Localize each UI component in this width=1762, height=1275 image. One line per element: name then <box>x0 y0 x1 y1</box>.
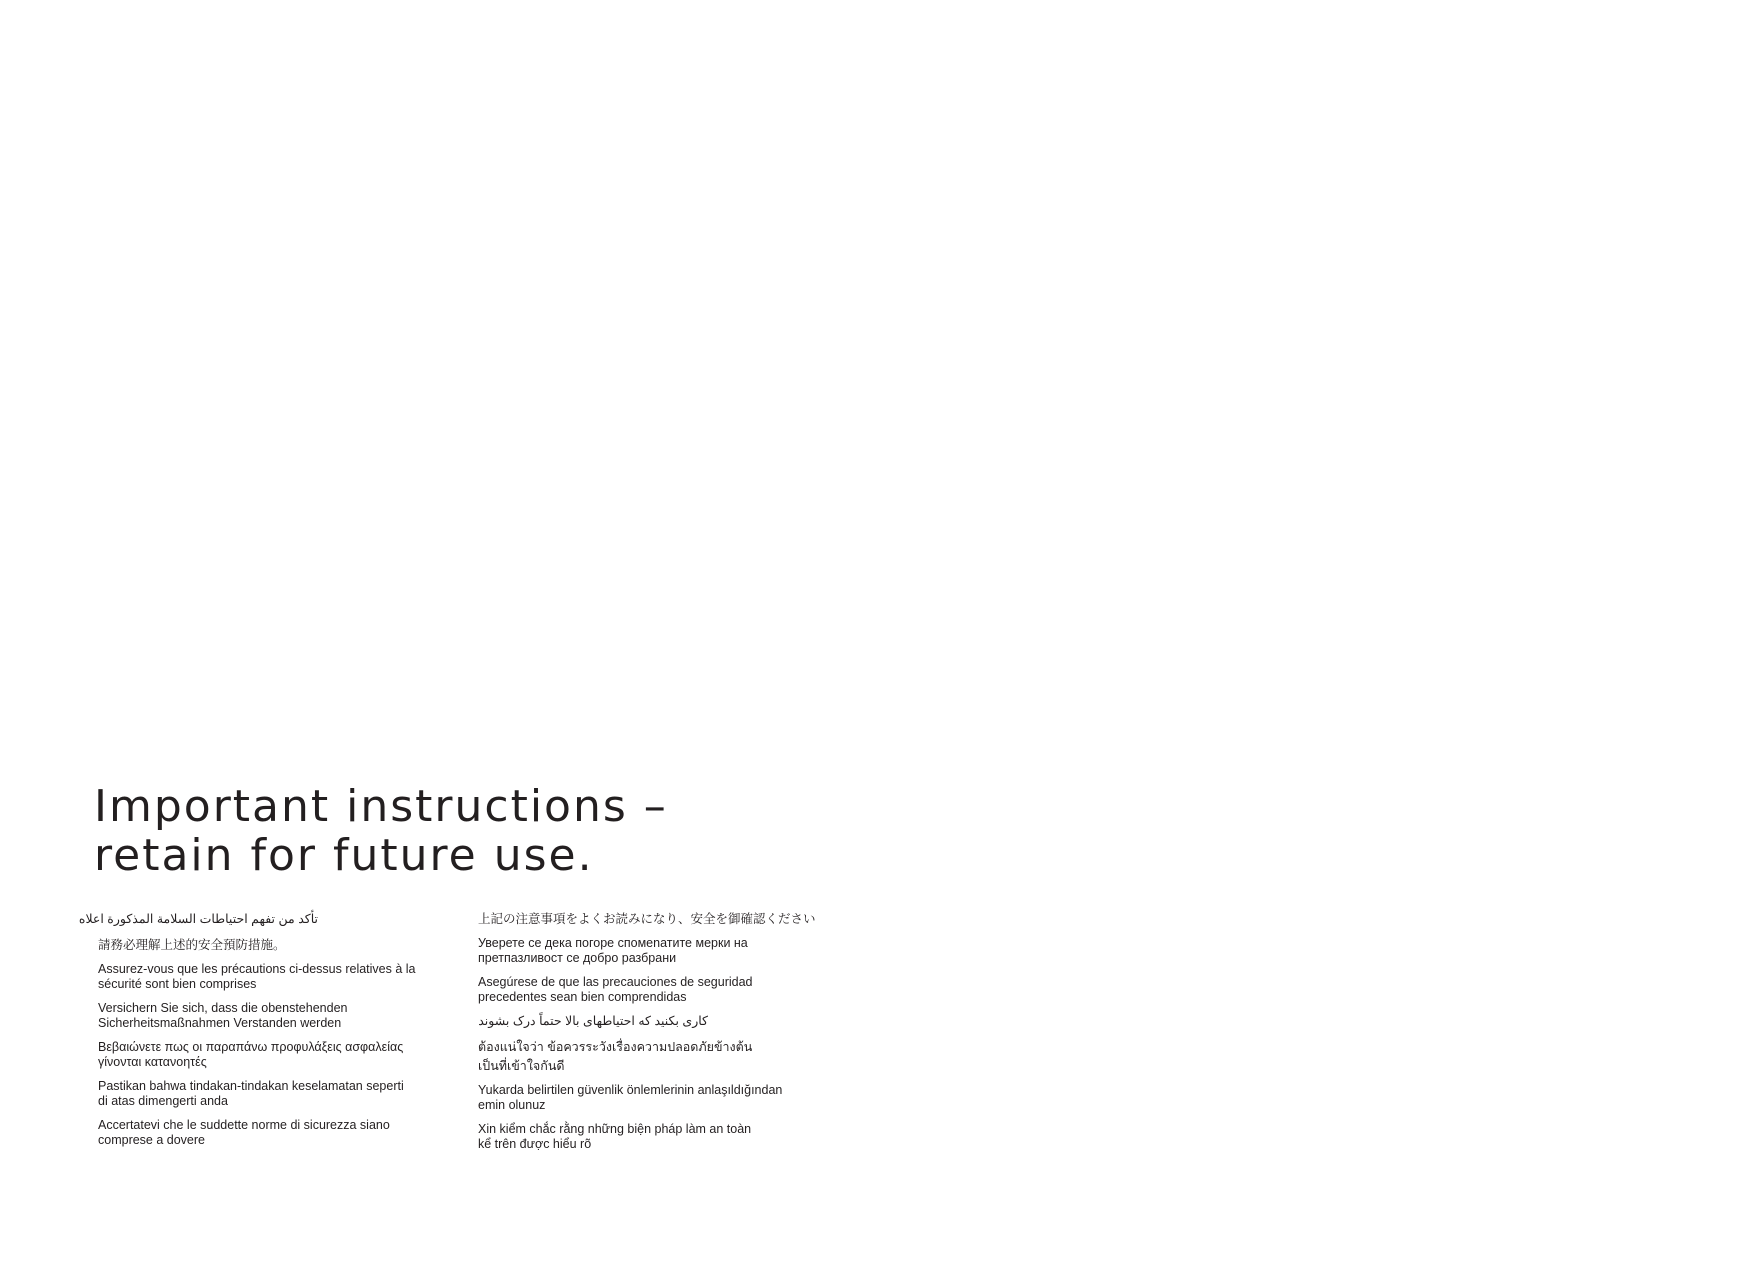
notice-line: เป็นที่เข้าใจกันดี <box>478 1059 565 1073</box>
notice-line: Уверете се дека погоре спомenатите мерки на <box>478 936 748 950</box>
notice-line: ต้องแน่ใจว่า ข้อควรระวังเรื่องความปลอดภัยข้างต้น <box>478 1040 753 1054</box>
notice-line: Accertatevi che le suddette norme di sicurezza siano <box>98 1118 390 1132</box>
notice-line: di atas dimengerti anda <box>98 1094 228 1108</box>
notice-greek <box>98 1040 403 1070</box>
notice-line: Asegúrese de que las precauciones de seguridad <box>478 975 753 989</box>
notice-japanese <box>478 912 816 927</box>
notice-line: γίνονται κατανοητές <box>98 1055 207 1069</box>
notice-arabic <box>78 912 318 927</box>
notice-german <box>98 1001 347 1031</box>
notice-line: Versichern Sie sich, dass die obenstehenden <box>98 1001 348 1015</box>
notice-line: Pastikan bahwa tindakan-tindakan keselamatan seperti <box>98 1079 404 1093</box>
notice-macedonian <box>478 936 748 966</box>
notice-line: Βεβαιώνετε πως οι παραπάνω προφυλάξεις ασφαλείας <box>98 1040 404 1054</box>
notice-line: comprese a dovere <box>98 1133 206 1147</box>
notice-persian <box>478 1014 708 1029</box>
title-line-1: Important instructions – <box>94 781 668 832</box>
notice-italian <box>98 1118 390 1148</box>
notice-line: تأكد من تفهم احتياطات السلامة المذكورة اعلاه <box>78 912 318 926</box>
notice-indonesian <box>98 1079 404 1109</box>
notice-line: Sicherheitsmaßnahmen Verstanden werden <box>98 1016 342 1030</box>
notice-vietnamese <box>478 1122 751 1152</box>
notice-spanish <box>478 975 753 1005</box>
page-title <box>94 782 668 880</box>
notice-chinese <box>98 938 286 953</box>
title-line-2: retain for future use. <box>94 830 594 881</box>
notice-line: Yukarda belirtilen güvenlik önlemlerinin anlaşıldığından <box>478 1083 783 1097</box>
notice-line: Xin kiểm chắc rằng những biện pháp làm an toàn <box>478 1122 752 1136</box>
notice-line: کاری بکنید که احتیاطهای بالا حتماً درک بشوند <box>478 1014 708 1028</box>
notice-line: претпазливост се добро разбрани <box>478 951 677 965</box>
notice-line: kể trên được hiểu rõ <box>478 1137 592 1151</box>
notice-line: precedentes sean bien comprendidas <box>478 990 687 1004</box>
notice-line: sécurité sont bien comprises <box>98 977 257 991</box>
notice-line: Assurez-vous que les précautions ci-dessus relatives à la <box>98 962 416 976</box>
notice-line: 請務必理解上述的安全預防措施。 <box>98 938 286 952</box>
notice-line: 上記の注意事項をよくお読みになり、安全を御確認ください <box>478 912 816 926</box>
notice-french <box>98 962 416 992</box>
notice-thai <box>478 1040 752 1074</box>
notice-line: emin olunuz <box>478 1098 546 1112</box>
notice-turkish <box>478 1083 782 1113</box>
